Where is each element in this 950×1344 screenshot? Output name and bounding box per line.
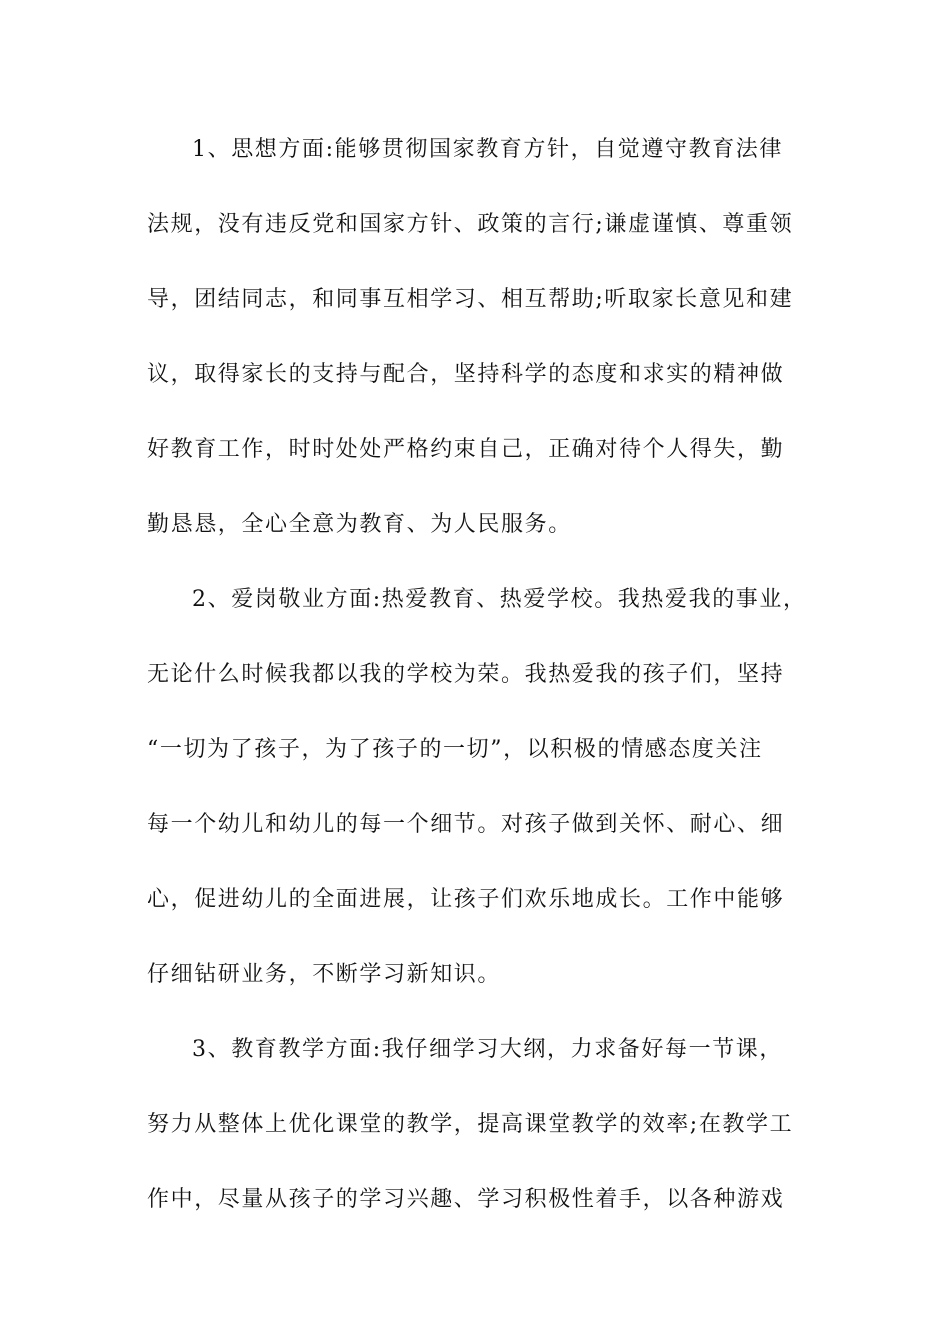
paragraph-3-line-2: 努力从整体上优化课堂的教学，提高课堂教学的效率;在教学工 [147, 1112, 794, 1137]
paragraph-1-line-2: 法规，没有违反党和国家方针、政策的言行;谦虚谨慎、尊重领 [147, 212, 794, 237]
paragraph-2-line-4: 每一个幼儿和幼儿的每一个细节。对孩子做到关怀、耐心、细 [147, 812, 785, 837]
paragraph-1-line-5: 好教育工作，时时处处严格约束自己，正确对待个人得失，勤 [147, 437, 785, 462]
paragraph-1-line-3: 导，团结同志，和同事互相学习、相互帮助;听取家长意见和建 [147, 287, 794, 312]
paragraph-2-line-3: “一切为了孩子，为了孩子的一切”，以积极的情感态度关注 [147, 737, 763, 762]
paragraph-3-line-1: 3、教育教学方面:我仔细学习大纲，力求备好每一节课， [192, 1037, 784, 1062]
paragraph-1-line-1: 1、思想方面:能够贯彻国家教育方针，自觉遵守教育法律 [192, 137, 784, 162]
paragraph-2-line-1: 2、爱岗敬业方面:热爱教育、热爱学校。我热爱我的事业， [192, 587, 807, 612]
paragraph-2-line-5: 心，促进幼儿的全面进展，让孩子们欢乐地成长。工作中能够 [147, 887, 785, 912]
paragraph-1-line-6: 勤恳恳，全心全意为教育、为人民服务。 [147, 512, 572, 537]
paragraph-1-line-4: 议，取得家长的支持与配合，坚持科学的态度和求实的精神做 [147, 362, 785, 387]
paragraph-3-line-3: 作中，尽量从孩子的学习兴趣、学习积极性着手，以各种游戏 [147, 1187, 785, 1212]
paragraph-2-line-6: 仔细钻研业务，不断学习新知识。 [147, 962, 502, 987]
paragraph-2-line-2: 无论什么时候我都以我的学校为荣。我热爱我的孩子们，坚持 [147, 662, 785, 687]
